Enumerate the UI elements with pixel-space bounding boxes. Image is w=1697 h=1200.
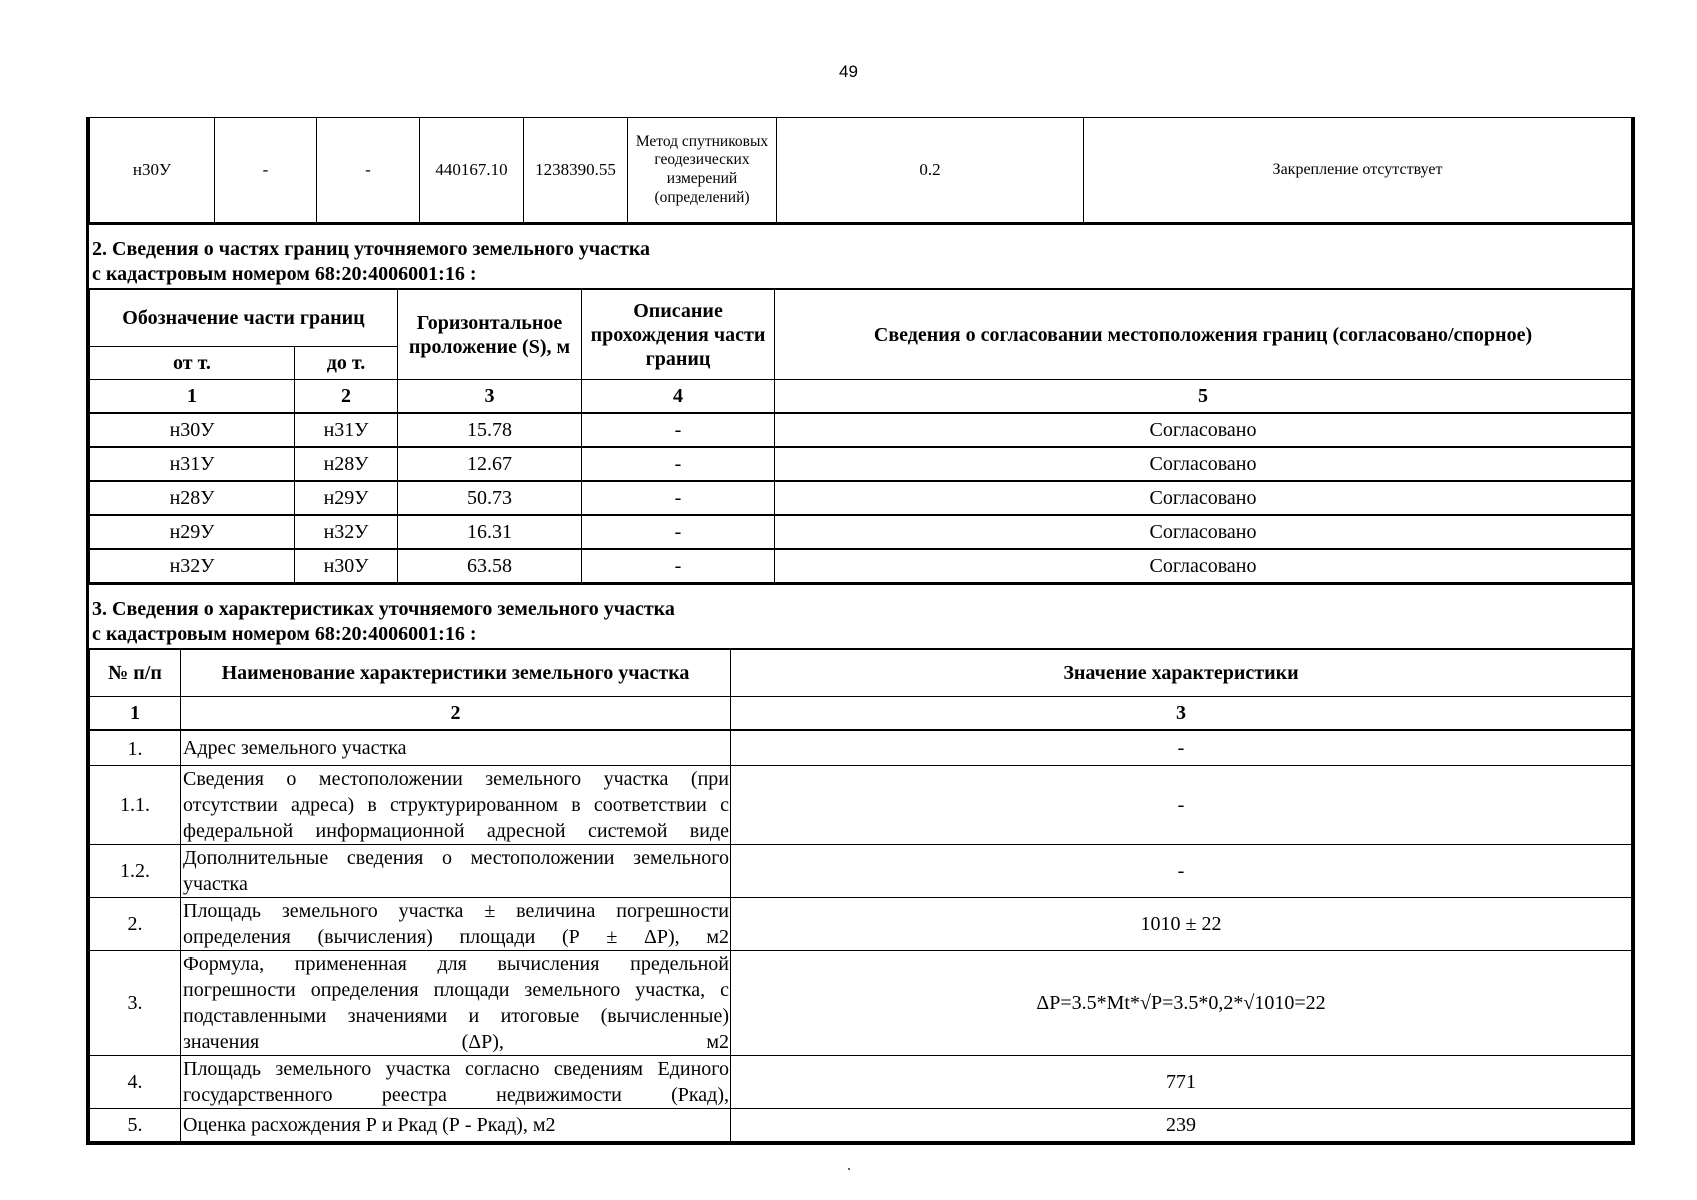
- part-description: -: [582, 481, 775, 515]
- part-description: -: [582, 515, 775, 549]
- part-from: н30У: [90, 413, 295, 447]
- table-row: [90, 413, 1632, 447]
- part-to: н32У: [295, 515, 398, 549]
- col-number: 5: [775, 380, 1632, 414]
- part-to: н30У: [295, 549, 398, 583]
- header-from: от т.: [90, 347, 295, 380]
- section-2-subtitle: с кадастровым номером 68:20:4006001:16 :: [92, 263, 477, 285]
- part-to: н28У: [295, 447, 398, 481]
- header-agreement: Сведения о согласовании местоположения границ (согласовано/спорное): [775, 290, 1632, 380]
- part-status: Согласовано: [775, 481, 1632, 515]
- row-value: 239: [731, 1109, 1632, 1142]
- point-y: 1238390.55: [524, 118, 628, 223]
- header-name: Наименование характеристики земельного участка: [181, 650, 731, 697]
- col-number: 3: [398, 380, 582, 414]
- col-number: 1: [90, 697, 181, 731]
- characteristics-table: [89, 649, 1632, 1142]
- point-method: Метод спутниковых геодезических измерений (определений): [628, 118, 777, 223]
- section-2-heading: [89, 223, 1632, 289]
- row-number: 1.1.: [90, 766, 181, 845]
- col-number: 3: [731, 697, 1632, 731]
- part-status: Согласовано: [775, 515, 1632, 549]
- part-length: 12.67: [398, 447, 582, 481]
- part-length: 50.73: [398, 481, 582, 515]
- row-value: -: [731, 845, 1632, 898]
- part-from: н32У: [90, 549, 295, 583]
- table-row: [90, 951, 1632, 1056]
- table-row: [90, 481, 1632, 515]
- document-frame: [86, 117, 1635, 1145]
- part-length: 15.78: [398, 413, 582, 447]
- point-precision: 0.2: [777, 118, 1084, 223]
- header-to: до т.: [295, 347, 398, 380]
- row-name: Дополнительные сведения о местоположении земельного участка: [181, 845, 731, 898]
- point-fixing: Закрепление отсутствует: [1084, 118, 1632, 223]
- row-number: 1.: [90, 730, 181, 766]
- col-number: 2: [295, 380, 398, 414]
- page-number: 49: [839, 62, 858, 81]
- part-description: -: [582, 549, 775, 583]
- row-value: 1010 ± 22: [731, 898, 1632, 951]
- row-name: Формула, примененная для вычисления предельной погрешности определения площади земельного участка, с подставленными значениями и итоговые (вычисленные) значения (ΔР), м2: [181, 951, 731, 1056]
- table-row: [90, 766, 1632, 845]
- row-value: 771: [731, 1056, 1632, 1109]
- row-name: Площадь земельного участка согласно сведениям Единого государственного реестра недвижимости (Ркад),: [181, 1056, 731, 1109]
- part-length: 63.58: [398, 549, 582, 583]
- part-from: н31У: [90, 447, 295, 481]
- part-status: Согласовано: [775, 447, 1632, 481]
- row-value: ΔP=3.5*Mt*√P=3.5*0,2*√1010=22: [731, 951, 1632, 1056]
- header-horizontal: Горизонтальное проложение (S), м: [398, 290, 582, 380]
- row-name: Адрес земельного участка: [181, 730, 731, 766]
- part-description: -: [582, 447, 775, 481]
- boundary-points-table: [89, 117, 1632, 223]
- row-number: 2.: [90, 898, 181, 951]
- section-3-title: 3. Сведения о характеристиках уточняемого земельного участка: [92, 598, 675, 620]
- col-number: 1: [90, 380, 295, 414]
- part-from: н29У: [90, 515, 295, 549]
- row-name: Площадь земельного участка ± величина погрешности определения (вычисления) площади (Р ± ΔР), м2: [181, 898, 731, 951]
- point-old-y: -: [317, 118, 420, 223]
- part-description: -: [582, 413, 775, 447]
- header-value: Значение характеристики: [731, 650, 1632, 697]
- part-status: Согласовано: [775, 413, 1632, 447]
- point-name: н30У: [90, 118, 215, 223]
- row-value: -: [731, 766, 1632, 845]
- col-number: 4: [582, 380, 775, 414]
- header-description: Описание прохождения части границ: [582, 290, 775, 380]
- section-3-subtitle: с кадастровым номером 68:20:4006001:16 :: [92, 623, 477, 645]
- table-row: [90, 898, 1632, 951]
- header-num: № п/п: [90, 650, 181, 697]
- row-number: 5.: [90, 1109, 181, 1142]
- table-row: [90, 845, 1632, 898]
- row-name: Сведения о местоположении земельного участка (при отсутствии адреса) в структурированном в соответствии с федеральной информационной адресной системой виде: [181, 766, 731, 845]
- row-value: -: [731, 730, 1632, 766]
- section-2-title: 2. Сведения о частях границ уточняемого земельного участка: [92, 238, 651, 260]
- row-number: 4.: [90, 1056, 181, 1109]
- table-row: [90, 1056, 1632, 1109]
- table-row: [90, 1109, 1632, 1142]
- point-old-x: -: [215, 118, 317, 223]
- boundary-parts-table: [89, 289, 1632, 583]
- row-number: 3.: [90, 951, 181, 1056]
- table-row: [90, 118, 1632, 223]
- part-to: н31У: [295, 413, 398, 447]
- table-row: [90, 549, 1632, 583]
- row-name: Оценка расхождения Р и Ркад (Р - Ркад), м2: [181, 1109, 731, 1142]
- table-row: [90, 447, 1632, 481]
- header-part-designation: Обозначение части границ: [90, 290, 398, 347]
- part-from: н28У: [90, 481, 295, 515]
- section-3-heading: [89, 583, 1632, 649]
- part-status: Согласовано: [775, 549, 1632, 583]
- table-row: [90, 730, 1632, 766]
- col-number: 2: [181, 697, 731, 731]
- scan-speck: [848, 1168, 850, 1170]
- row-number: 1.2.: [90, 845, 181, 898]
- point-x: 440167.10: [420, 118, 524, 223]
- part-to: н29У: [295, 481, 398, 515]
- part-length: 16.31: [398, 515, 582, 549]
- table-row: [90, 515, 1632, 549]
